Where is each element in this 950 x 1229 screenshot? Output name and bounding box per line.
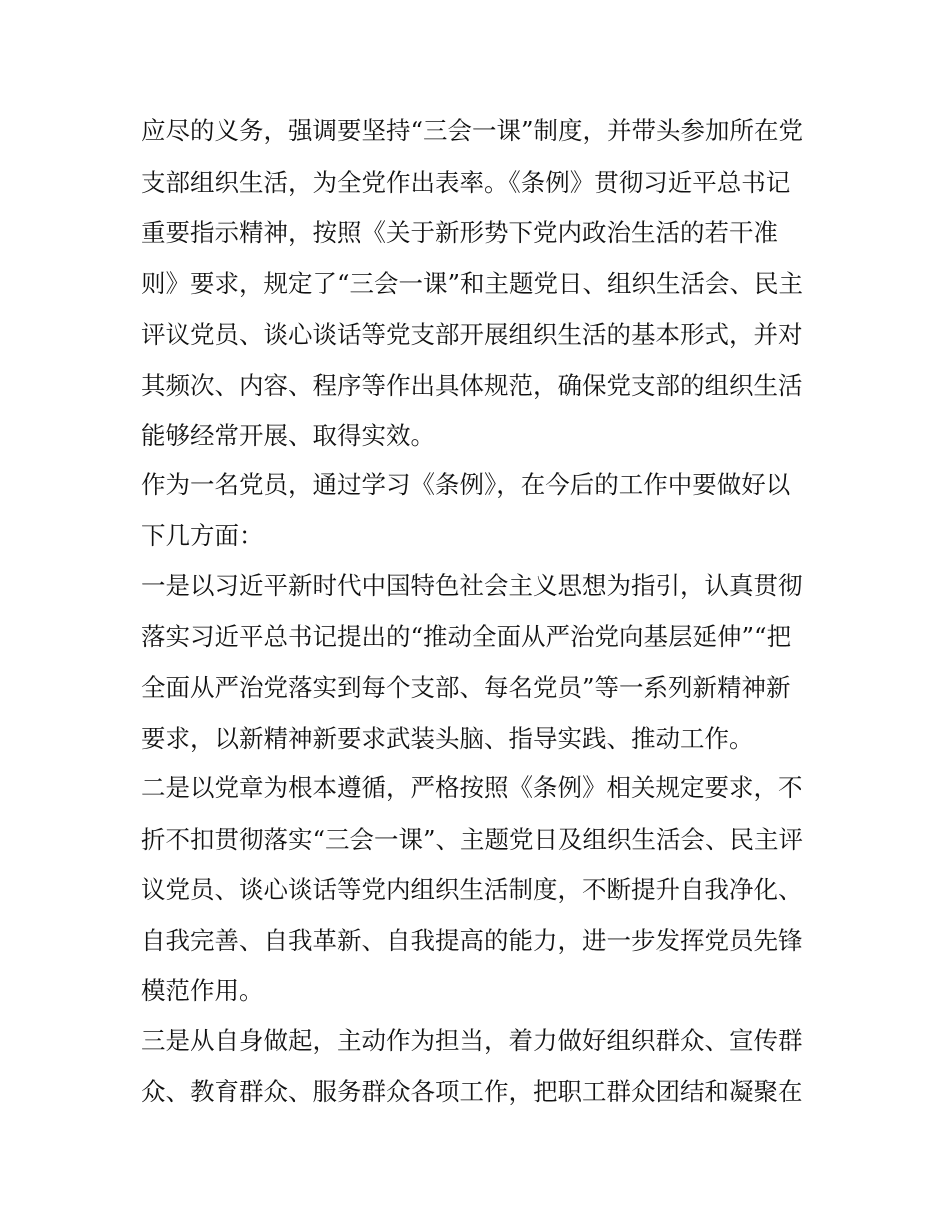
text-line: 折不扣贯彻落实“三会一课”、主题党日及组织生活会、民主评 — [141, 825, 804, 854]
text-line: 二是以党章为根本遵循，严格按照《条例》相关规定要求，不 — [141, 773, 803, 802]
text-line: 能够经常开展、取得实效。 — [141, 421, 435, 450]
text-line: 作为一名党员，通过学习《条例》，在今后的工作中要做好以 — [141, 470, 791, 499]
text-line: 自我完善、自我革新、自我提高的能力，进一步发挥党员先锋 — [141, 926, 803, 955]
text-line: 议党员、谈心谈话等党内组织生活制度，不断提升自我净化、 — [141, 875, 803, 904]
text-line: 三是从自身做起，主动作为担当，着力做好组织群众、宣传群 — [141, 1026, 803, 1055]
text-line: 众、教育群众、服务群众各项工作，把职工群众团结和凝聚在 — [141, 1077, 803, 1106]
text-line: 要求，以新精神新要求武装头脑、指导实践、推动工作。 — [141, 724, 754, 753]
text-line: 评议党员、谈心谈话等党支部开展组织生活的基本形式，并对 — [141, 320, 803, 349]
text-line: 应尽的义务，强调要坚持“三会一课”制度，并带头参加所在党 — [141, 116, 804, 145]
text-line: 落实习近平总书记提出的“推动全面从严治党向基层延伸”“把 — [141, 622, 792, 651]
text-line: 模范作用。 — [141, 976, 264, 1005]
text-line: 则》要求，规定了“三会一课”和主题党日、组织生活会、民主 — [141, 269, 804, 298]
text-line: 下几方面： — [141, 521, 264, 550]
text-line: 全面从严治党落实到每个支部、每名党员”等一系列新精神新 — [141, 673, 791, 702]
text-line: 其频次、内容、程序等作出具体规范，确保党支部的组织生活 — [141, 371, 803, 400]
text-line: 支部组织生活，为全党作出表率。《条例》贯彻习近平总书记 — [141, 168, 791, 197]
text-line: 重要指示精神，按照《关于新形势下党内政治生活的若干准 — [141, 218, 778, 247]
text-line: 一是以习近平新时代中国特色社会主义思想为指引，认真贯彻 — [141, 571, 803, 600]
